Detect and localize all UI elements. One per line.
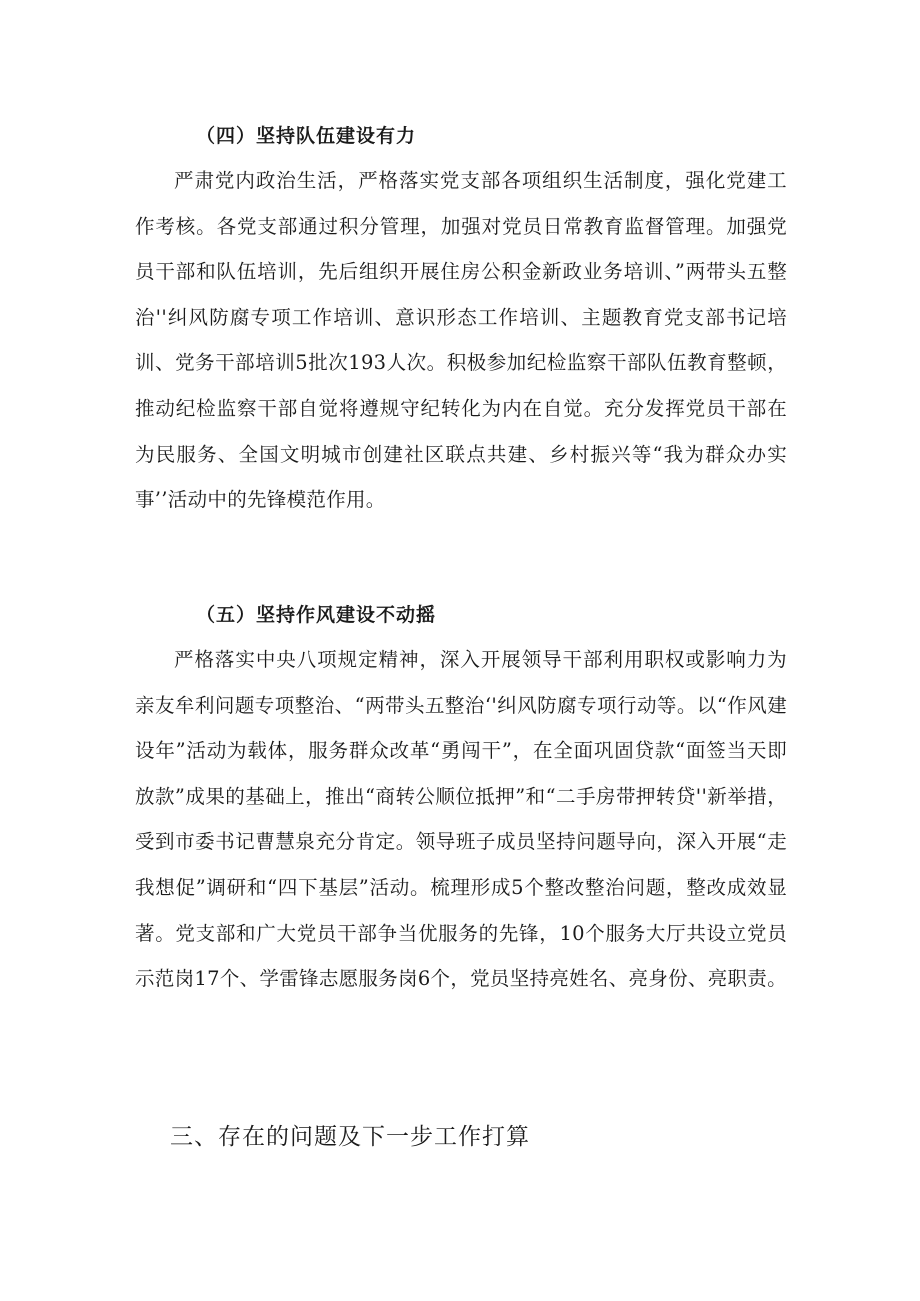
section-three-title: 三、存在的问题及下一步工作打算 xyxy=(170,1124,530,1150)
section-four-paragraph: 严肃党内政治生活，严格落实党支部各项组织生活制度，强化党建工作考核。各党支部通过积分管理，加强对党员日常教育监督管理。加强党员干部和队伍培训，先后组织开展住房公积金新政业务培训、”两带头五整治''纠风防腐专项工作培训、意识形态工作培训、主题教育党支部书记培训、党务干部培训5批次193人次。积极参加纪检监察干部队伍教育整顿，推动纪检监察干部自觉将遵规守纪转化为内在自觉。充分发挥党员干部在为民服务、全国文明城市创建社区联点共建、乡村振兴等“我为群众办实事’’活动中的先锋模范作用。 xyxy=(135,169,787,512)
section-five-heading: （五）坚持作风建设不动摇 xyxy=(196,604,437,626)
section-five-paragraph: 严格落实中央八项规定精神，深入开展领导干部利用职权或影响力为亲友牟利问题专项整治、“两带头五整治‘'纠风防腐专项行动等。以“作风建设年”活动为载体，服务群众改革“勇闯干”，在全面巩固贷款“面签当天即放款”成果的基础上，推出“商转公顺位抵押”和“二手房带押转贷''新举措，受到市委书记曹慧泉充分肯定。领导班子成员坚持问题导向，深入开展“走我想促”调研和“四下基层”活动。梳理形成5个整改整治问题，整改成效显著。党支部和广大党员干部争当优服务的先锋，10个服务大厅共设立党员示范岗17个、学雷锋志愿服务岗6个，党员坚持亮姓名、亮身份、亮职责。 xyxy=(135,648,787,991)
section-four-heading: （四）坚持队伍建设有力 xyxy=(196,125,417,147)
